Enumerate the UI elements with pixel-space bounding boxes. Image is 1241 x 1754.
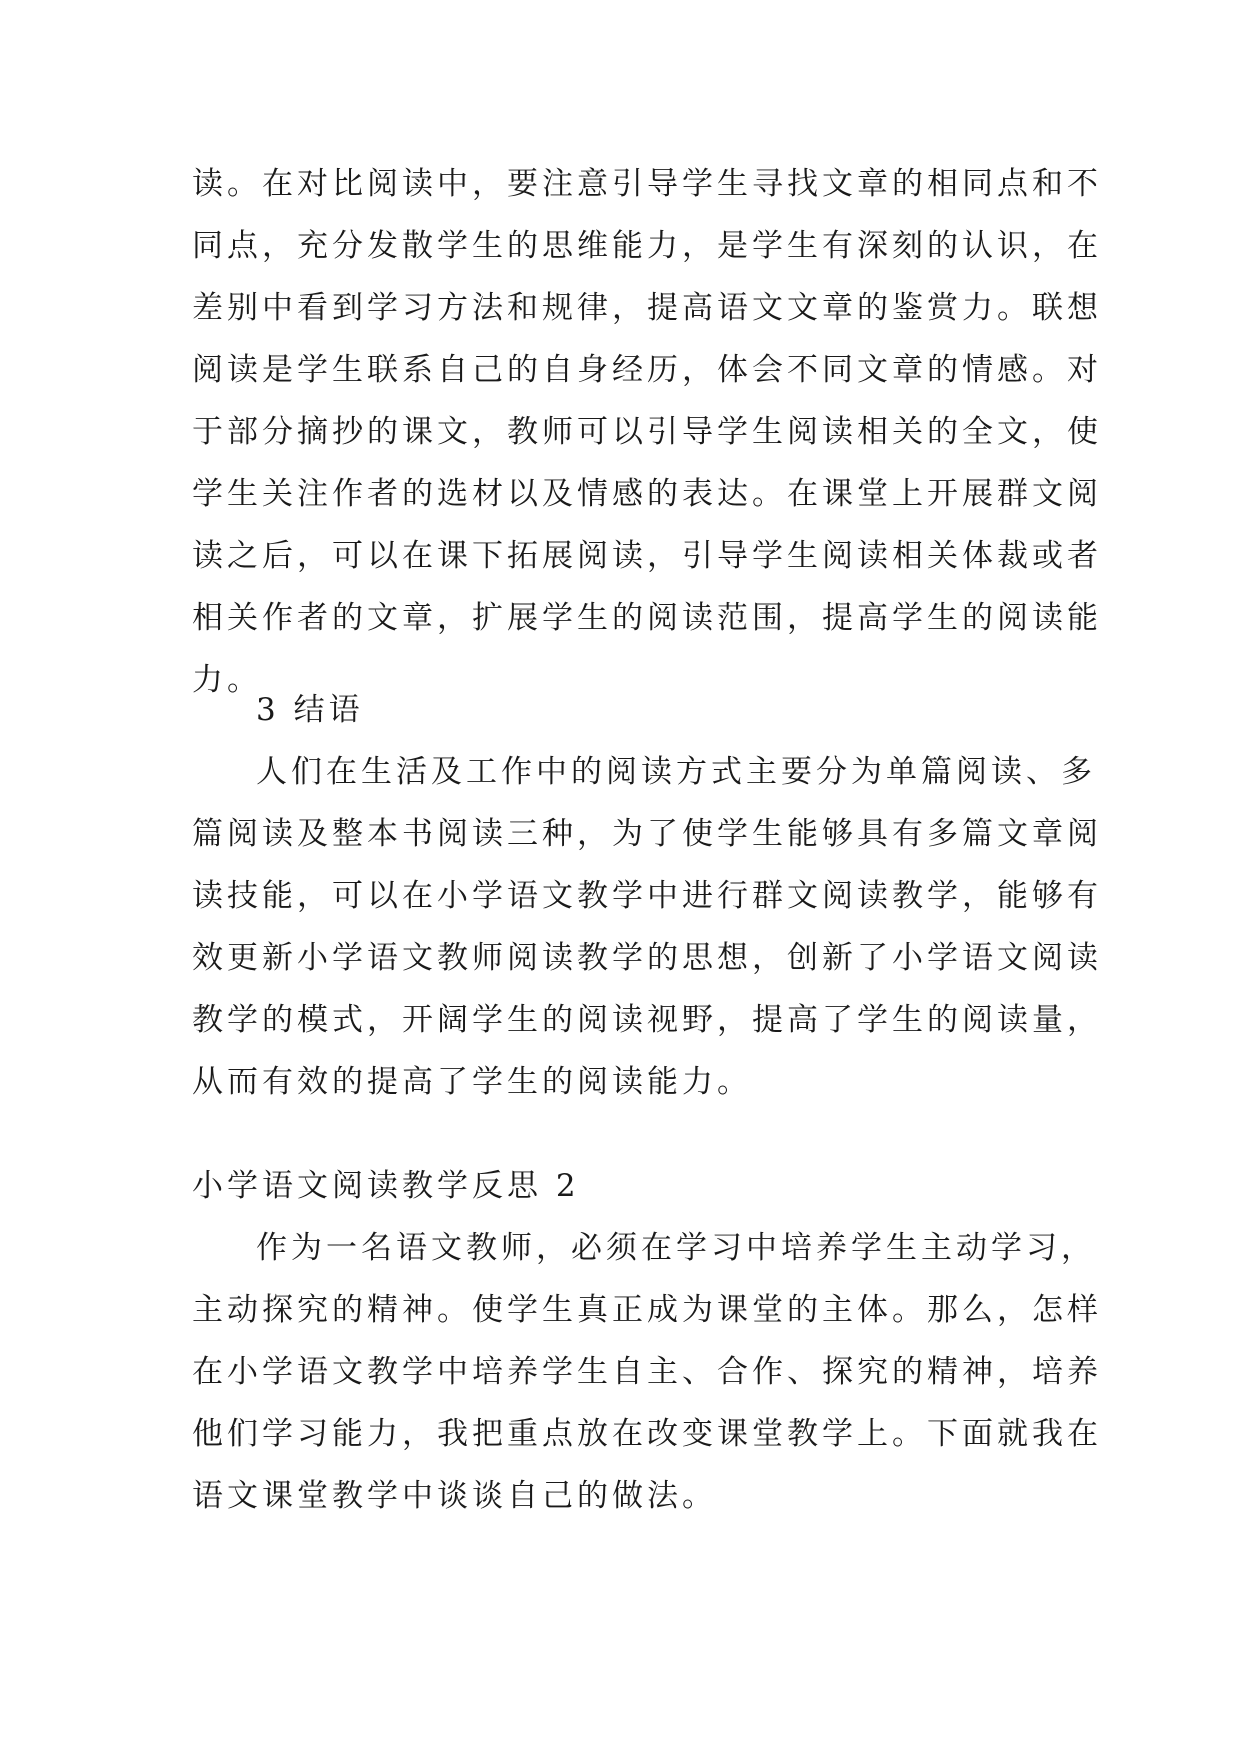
text-line: 同点，充分发散学生的思维能力，是学生有深刻的认识，在 — [192, 228, 1102, 264]
text-line: 于部分摘抄的课文，教师可以引导学生阅读相关的全文，使 — [192, 414, 1102, 450]
text-line: 教学的模式，开阔学生的阅读视野，提高了学生的阅读量， — [192, 1002, 1102, 1038]
text-line: 篇阅读及整本书阅读三种，为了使学生能够具有多篇文章阅 — [192, 816, 1102, 852]
text-line: 作为一名语文教师，必须在学习中培养学生主动学习， — [256, 1230, 1096, 1266]
text-line: 人们在生活及工作中的阅读方式主要分为单篇阅读、多 — [256, 754, 1096, 790]
reflection-section — [192, 1155, 1102, 1527]
text-line: 读。在对比阅读中，要注意引导学生寻找文章的相同点和不 — [192, 166, 1102, 202]
text-line: 他们学习能力，我把重点放在改变课堂教学上。下面就我在 — [192, 1416, 1102, 1452]
text-line: 读技能，可以在小学语文教学中进行群文阅读教学，能够有 — [192, 878, 1102, 914]
text-line: 从而有效的提高了学生的阅读能力。 — [192, 1064, 752, 1100]
document-title: 小学语文阅读教学反思 2 — [192, 1168, 580, 1204]
text-line: 读之后，可以在课下拓展阅读，引导学生阅读相关体裁或者 — [192, 538, 1102, 574]
text-line: 力。 — [192, 662, 262, 698]
text-line: 学生关注作者的选材以及情感的表达。在课堂上开展群文阅 — [192, 476, 1102, 512]
text-line: 语文课堂教学中谈谈自己的做法。 — [192, 1478, 717, 1514]
section-heading: 3 结语 — [256, 692, 364, 728]
text-line: 主动探究的精神。使学生真正成为课堂的主体。那么，怎样 — [192, 1292, 1102, 1328]
text-line: 效更新小学语文教师阅读教学的思想，创新了小学语文阅读 — [192, 940, 1102, 976]
text-line: 相关作者的文章，扩展学生的阅读范围，提高学生的阅读能 — [192, 600, 1102, 636]
text-line: 差别中看到学习方法和规律，提高语文文章的鉴赏力。联想 — [192, 290, 1102, 326]
text-line: 阅读是学生联系自己的自身经历，体会不同文章的情感。对 — [192, 352, 1102, 388]
conclusion-section — [192, 679, 1102, 1113]
paragraph-reading-methods — [192, 153, 1102, 711]
text-line: 在小学语文教学中培养学生自主、合作、探究的精神，培养 — [192, 1354, 1102, 1390]
